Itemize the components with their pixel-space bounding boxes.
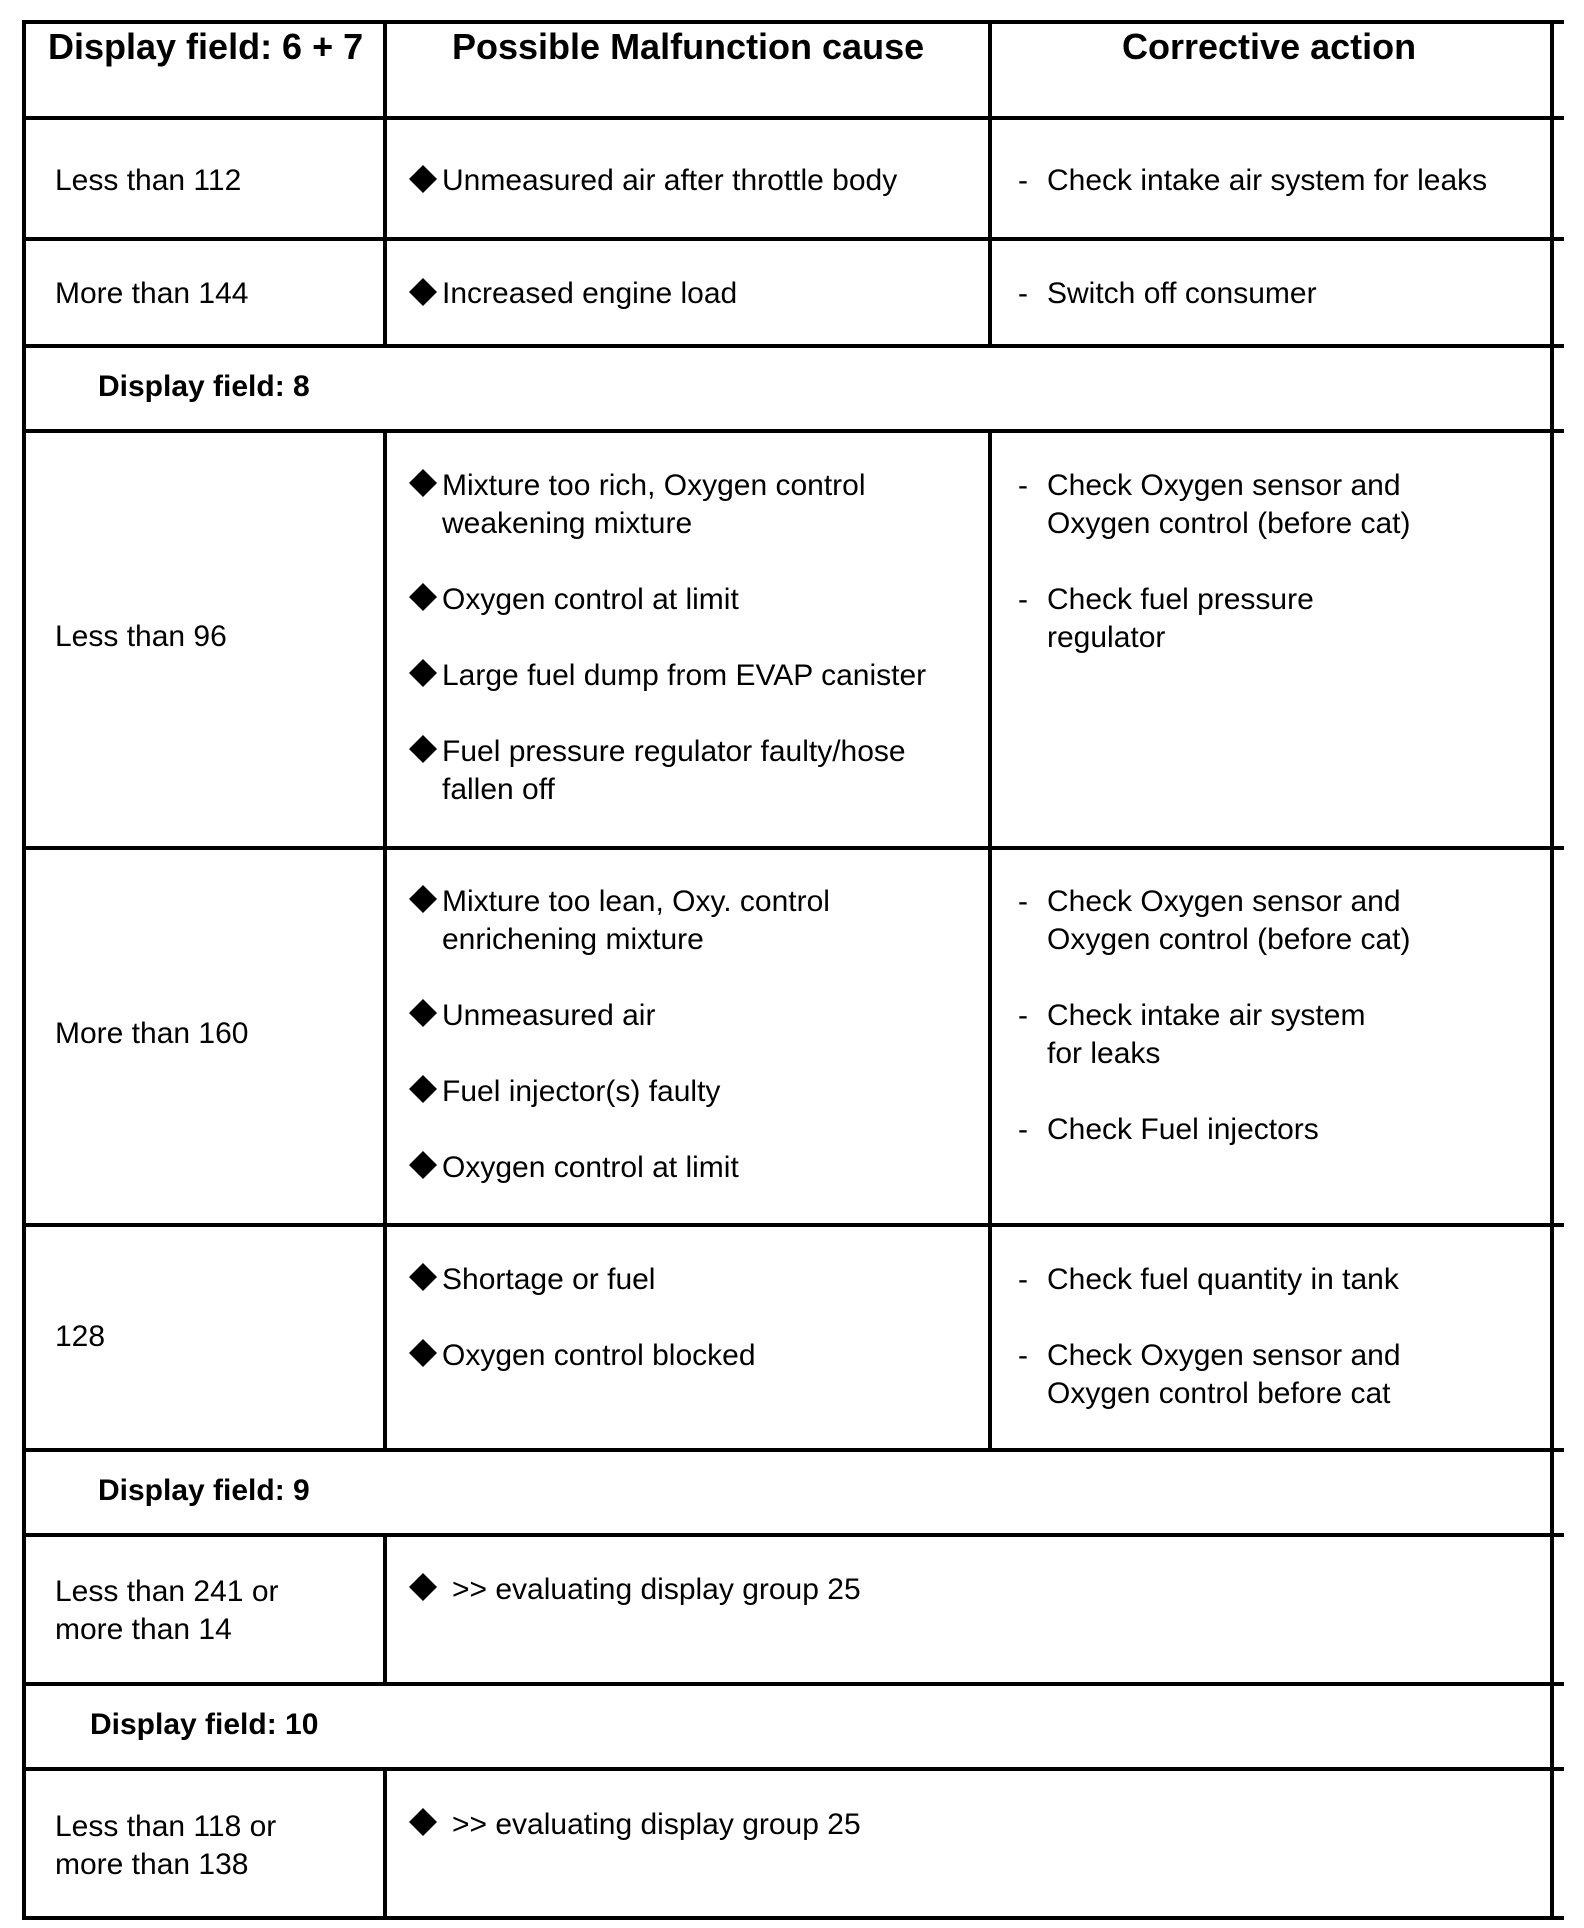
row-value: more than 138 xyxy=(55,1848,249,1881)
cause-text: Mixture too rich, Oxygen control xyxy=(442,469,866,502)
bullet-icon xyxy=(408,734,438,764)
action-text: for leaks xyxy=(1047,1037,1161,1070)
action-text: Check intake air system for leaks xyxy=(1047,164,1488,197)
bullet-icon xyxy=(408,1074,438,1104)
section-title: Display field: 10 xyxy=(90,1708,319,1741)
action-text: regulator xyxy=(1047,621,1166,654)
bullet-icon xyxy=(408,582,438,612)
cause-text: >> evaluating display group 25 xyxy=(452,1573,861,1606)
cause-text: Fuel injector(s) faulty xyxy=(442,1075,721,1108)
col-divider-1c xyxy=(383,1533,387,1686)
row-value: Less than 241 or xyxy=(55,1575,279,1608)
action-text: Check fuel quantity in tank xyxy=(1047,1263,1399,1296)
header-corrective-action: Corrective action xyxy=(1122,26,1417,67)
cause-text: Large fuel dump from EVAP canister xyxy=(442,659,927,692)
dash-icon: - xyxy=(1018,999,1028,1032)
action-text: Check Fuel injectors xyxy=(1047,1113,1319,1146)
action-text: Oxygen control (before cat) xyxy=(1047,507,1411,540)
bullet-icon xyxy=(408,884,438,914)
cause-text: Shortage or fuel xyxy=(442,1263,656,1296)
bullet-icon xyxy=(408,998,438,1028)
table-border-section10-bottom xyxy=(22,1767,1564,1771)
cause-text: Oxygen control at limit xyxy=(442,583,739,616)
col-divider-1d xyxy=(383,1767,387,1920)
header-display-field: Display field: 6 + 7 xyxy=(48,26,364,67)
table-border-row6-bottom xyxy=(22,1682,1564,1686)
dash-icon: - xyxy=(1018,583,1028,616)
section-title: Display field: 9 xyxy=(98,1474,310,1507)
bullet-icon xyxy=(408,1807,438,1837)
cause-text: Unmeasured air xyxy=(442,999,656,1032)
header-malfunction-cause: Possible Malfunction cause xyxy=(452,26,925,67)
table-border-bottom xyxy=(22,1916,1564,1920)
cause-text: Fuel pressure regulator faulty/hose xyxy=(442,735,906,768)
action-text: Switch off consumer xyxy=(1047,277,1317,310)
bullet-icon xyxy=(408,468,438,498)
col-divider-1a xyxy=(383,20,387,348)
bullet-icon xyxy=(408,277,438,307)
row-value: More than 144 xyxy=(55,277,249,310)
bullet-icon xyxy=(408,164,438,194)
dash-icon: - xyxy=(1018,1339,1028,1372)
bullet-icon xyxy=(408,1572,438,1602)
cause-text: Increased engine load xyxy=(442,277,738,310)
action-text: Check Oxygen sensor and xyxy=(1047,469,1401,502)
bullet-icon xyxy=(408,1338,438,1368)
action-text: Check fuel pressure xyxy=(1047,583,1314,616)
table-border-right xyxy=(1550,20,1554,1920)
row-value: 128 xyxy=(55,1320,106,1353)
table-border-row3-bottom xyxy=(22,846,1564,850)
table-border-section9-bottom xyxy=(22,1533,1564,1537)
action-text: Check Oxygen sensor and xyxy=(1047,885,1401,918)
bullet-icon xyxy=(408,1150,438,1180)
cause-text: Unmeasured air after throttle body xyxy=(442,164,898,197)
cause-text: Mixture too lean, Oxy. control xyxy=(442,885,830,918)
row-value: Less than 118 or xyxy=(55,1810,277,1843)
table-border-top xyxy=(22,20,1564,24)
row-value: more than 14 xyxy=(55,1613,232,1646)
table-border-header-bottom xyxy=(22,116,1564,120)
cause-text: weakening mixture xyxy=(442,507,693,540)
table-border-row2-bottom xyxy=(22,344,1564,348)
cause-text: enrichening mixture xyxy=(442,923,704,956)
bullet-icon xyxy=(408,1262,438,1292)
dash-icon: - xyxy=(1018,164,1028,197)
action-text: Check intake air system xyxy=(1047,999,1366,1032)
action-text: Check Oxygen sensor and xyxy=(1047,1339,1401,1372)
action-text: Oxygen control (before cat) xyxy=(1047,923,1411,956)
dash-icon: - xyxy=(1018,1263,1028,1296)
row-value: More than 160 xyxy=(55,1017,249,1050)
table-border-row5-bottom xyxy=(22,1448,1564,1452)
section-title: Display field: 8 xyxy=(98,370,310,403)
table-border-left xyxy=(22,20,26,1920)
dash-icon: - xyxy=(1018,885,1028,918)
cause-text: Oxygen control blocked xyxy=(442,1339,756,1372)
row-value: Less than 96 xyxy=(55,620,227,653)
bullet-icon xyxy=(408,658,438,688)
col-divider-2a xyxy=(988,20,992,348)
cause-text: fallen off xyxy=(442,773,555,806)
table-border-row4-bottom xyxy=(22,1223,1564,1227)
col-divider-1b xyxy=(383,429,387,1452)
cause-text: Oxygen control at limit xyxy=(442,1151,739,1184)
dash-icon: - xyxy=(1018,277,1028,310)
action-text: Oxygen control before cat xyxy=(1047,1377,1391,1410)
col-divider-2b xyxy=(988,429,992,1452)
table-border-row1-bottom xyxy=(22,237,1564,241)
table-border-section8-bottom xyxy=(22,429,1564,433)
row-value: Less than 112 xyxy=(55,164,242,197)
cause-text: >> evaluating display group 25 xyxy=(452,1808,861,1841)
dash-icon: - xyxy=(1018,469,1028,502)
dash-icon: - xyxy=(1018,1113,1028,1146)
